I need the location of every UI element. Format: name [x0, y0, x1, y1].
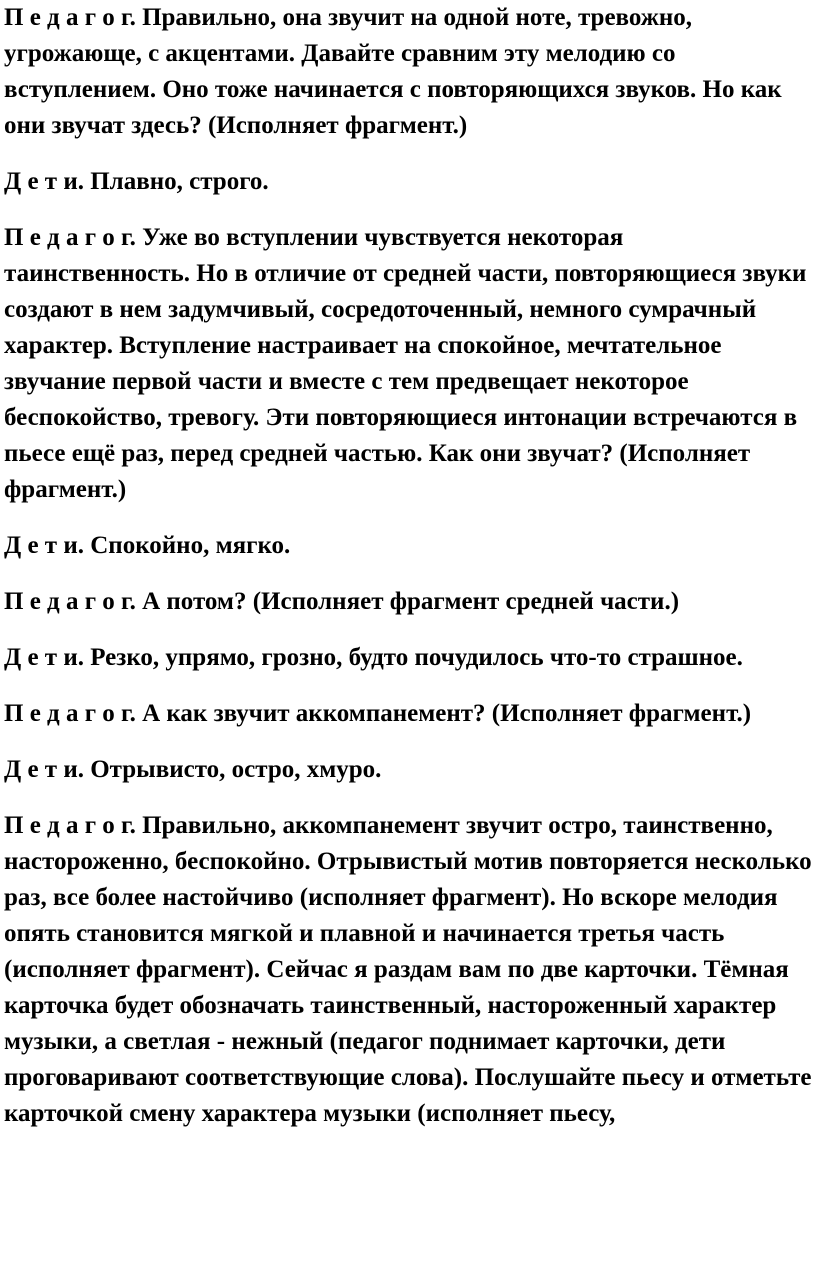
paragraph-teacher-1 — [4, 0, 812, 144]
speaker-label: Д е т и. — [4, 756, 84, 783]
paragraph-text: Отрывисто, остро, хмуро. — [90, 756, 382, 783]
paragraph-children-2 — [4, 528, 812, 564]
paragraph-teacher-5 — [4, 808, 812, 1132]
speaker-label: Д е т и. — [4, 168, 84, 195]
speaker-label: П е д а г о г. — [4, 4, 136, 31]
paragraph-text: Плавно, строго. — [90, 168, 269, 195]
paragraph-text: Уже во вступлении чувствуется некоторая таинственность. Но в отличие от средней части, повторяющиеся звуки создают в нем задумчивый, сосредоточенный, немного сумрачный характер. Вступление настраивает на спокойное, мечтательное звучание первой части и вместе с тем предвещает некоторое беспокойство, тревогу. Эти повторяющиеся интонации встречаются в пьесе ещё раз, перед средней частью. Как они звучат? (Исполняет фрагмент.) — [4, 224, 807, 503]
speaker-label: П е д а г о г. — [4, 224, 136, 251]
paragraph-text: А потом? (Исполняет фрагмент средней части.) — [142, 588, 680, 615]
speaker-label: Д е т и. — [4, 532, 84, 559]
paragraph-teacher-3 — [4, 584, 812, 620]
speaker-label: Д е т и. — [4, 644, 84, 671]
paragraph-teacher-4 — [4, 696, 812, 732]
paragraph-children-4 — [4, 752, 812, 788]
paragraph-text: Правильно, аккомпанемент звучит остро, таинственно, настороженно, беспокойно. Отрывистый мотив повторяется несколько раз, все более настойчиво (исполняет фрагмент). Но вскоре мелодия опять становится мягкой и плавной и начинается третья часть (исполняет фрагмент). Сейчас я раздам вам по две карточки. Тёмная карточка будет обозначать таинственный, настороженный характер музыки, а светлая - нежный (педагог поднимает карточки, дети проговаривают соответствующие слова). Послушайте пьесу и отметьте карточкой смену характера музыки (исполняет пьесу, — [4, 812, 812, 1127]
paragraph-text: Резко, упрямо, грозно, будто почудилось что-то страшное. — [90, 644, 743, 671]
speaker-label: П е д а г о г. — [4, 700, 136, 727]
paragraph-children-3 — [4, 640, 812, 676]
speaker-label: П е д а г о г. — [4, 812, 136, 839]
paragraph-text: Правильно, она звучит на одной ноте, тревожно, угрожающе, с акцентами. Давайте сравним эту мелодию со вступлением. Оно тоже начинается с повторяющихся звуков. Но как они звучат здесь? (Исполняет фрагмент.) — [4, 4, 782, 139]
paragraph-text: Спокойно, мягко. — [90, 532, 291, 559]
speaker-label: П е д а г о г. — [4, 588, 136, 615]
paragraph-text: А как звучит аккомпанемент? (Исполняет фрагмент.) — [142, 700, 752, 727]
paragraph-children-1 — [4, 164, 812, 200]
paragraph-teacher-2 — [4, 220, 812, 508]
